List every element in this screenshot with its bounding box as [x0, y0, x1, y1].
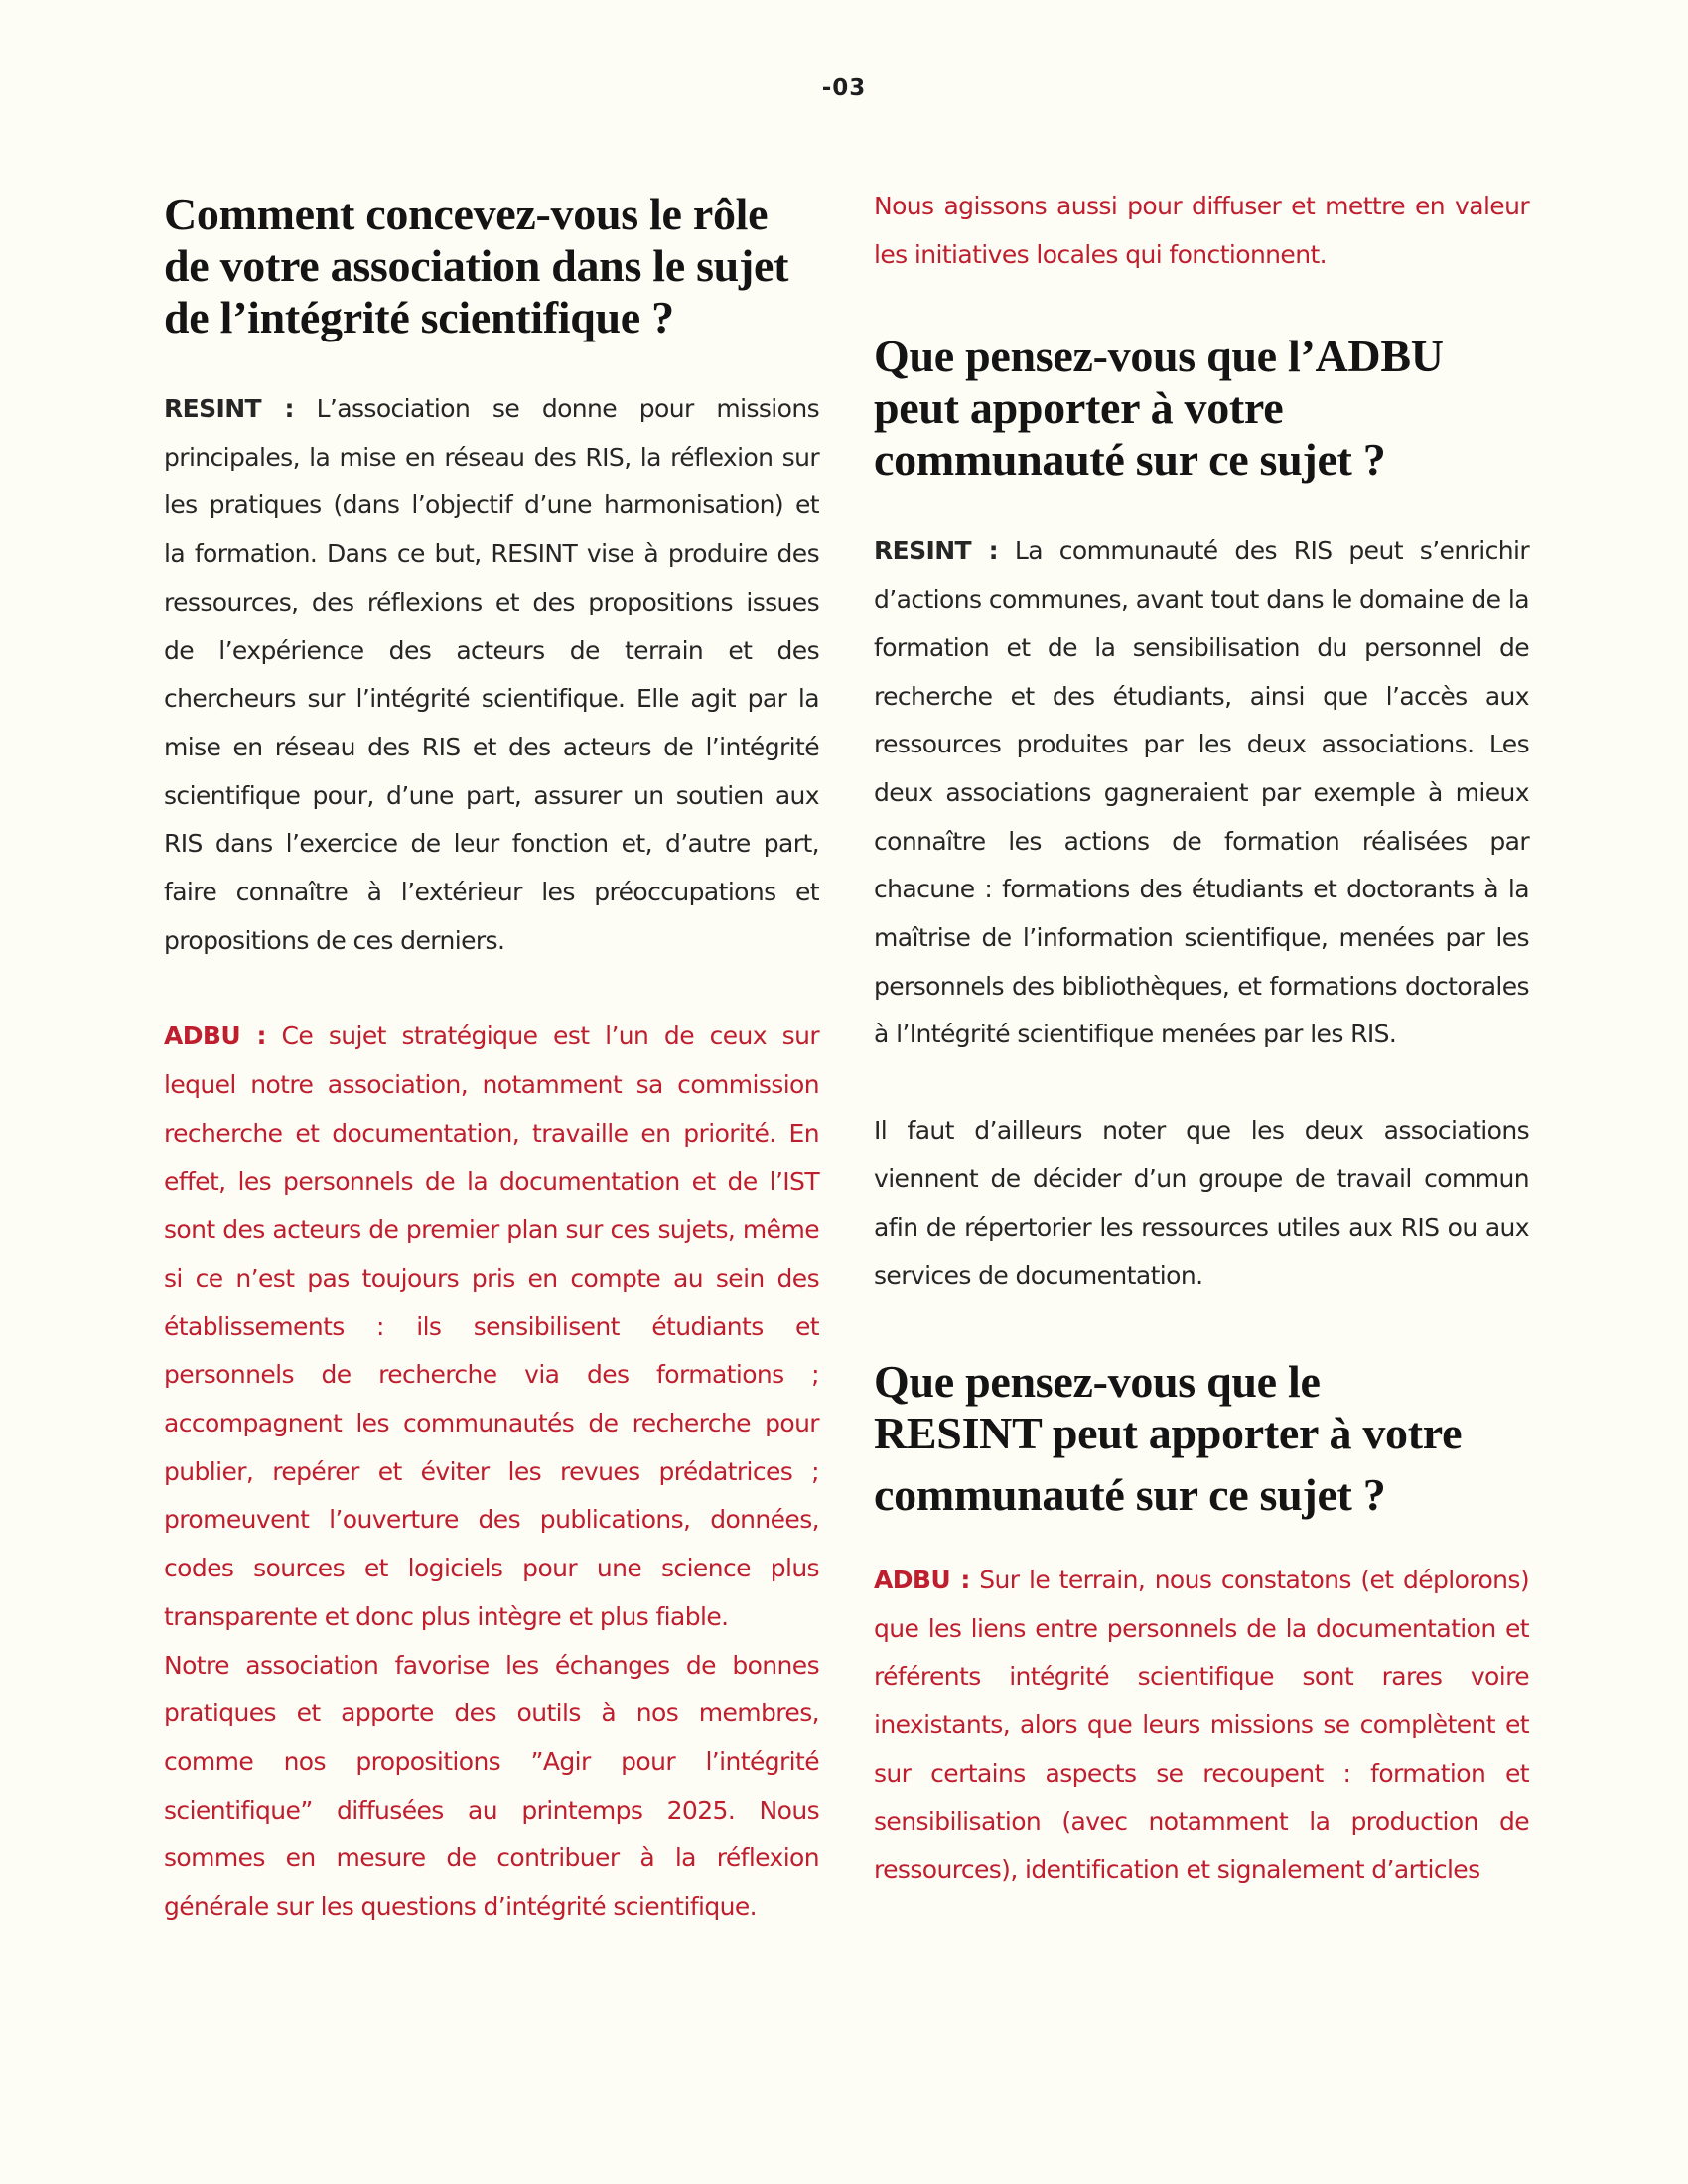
resint-answer-adbu-contribution [874, 527, 1529, 1059]
question-heading-adbu-contribution: Que pensez-vous que l’ADBU peut apporter à votre communauté sur ce sujet ? [874, 331, 1444, 485]
adbu-answer-resint-contribution [874, 1557, 1529, 1895]
speaker-label-resint: RESINT : [164, 394, 294, 423]
speaker-label-resint: RESINT : [874, 536, 999, 566]
speaker-label-adbu: ADBU : [874, 1565, 970, 1594]
right-column [874, 189, 1529, 1895]
answer-text: L’association se donne pour missions principales, la mise en réseau des RIS, la réflexion sur les pratiques (dans l’objectif d’une harmonisation) et la formation. Dans ce but, RESINT vise à produire des ressources, des réflexions et des propositions issues de l’expérience des acteurs de terrain et des chercheurs sur l’intégrité scientifique. Elle agit par la mise en réseau des RIS et des acteurs de l’intégrité scientifique pour, d’une part, assurer un soutien aux RIS dans l’exercice de leur fonction et, d’autre part, faire connaître à l’extérieur les préoccupations et propositions de ces derniers. [164, 394, 819, 955]
answer-text: Sur le terrain, nous constatons (et déplorons) que les liens entre personnels de la documentation et référents intégrité scientifique sont rares voire inexistants, alors que leurs missions se complètent et sur certains aspects se recoupent : formation et sensibilisation (avec notamment la production de ressources), identification et signalement d’articles [874, 1565, 1529, 1885]
answer-text: La communauté des RIS peut s’enrichir d’actions communes, avant tout dans le domaine de la formation et de la sensibilisation du personnel de recherche et des étudiants, ainsi que l’accès aux ressources produites par les deux associations. Les deux associations gagneraient par exemple à mieux connaître les actions de formation réalisées par chacune : formations des étudiants et doctorants à la maîtrise de l’information scientifique, menées par les personnels des bibliothèques, et formations doctorales à l’Intégrité scientifique menées par les RIS. [874, 536, 1529, 1049]
page-number: -03 [821, 75, 867, 101]
heading-line: RESINT peut apporter à votre [874, 1407, 1463, 1458]
speaker-label-adbu: ADBU : [164, 1022, 266, 1051]
adbu-answer-role-continued: Notre association favorise les échanges de bonnes pratiques et apporte des outils à nos membres, comme nos propositions ”Agir pour l’intégrité scientifique” diffusées au printemps 2025. Nous sommes en mesure de contribuer à la réflexion générale sur les questions d’intégrité scientifique. [164, 1650, 819, 1922]
adbu-answer-continued: Nous agissons aussi pour diffuser et mettre en valeur les initiatives locales qui fonctionnent. [874, 192, 1529, 269]
resint-answer-adbu-contribution-continued: Il faut d’ailleurs noter que les deux associations viennent de décider d’un groupe de travail commun afin de répertorier les ressources utiles aux RIS ou aux services de documentation. [874, 1116, 1529, 1291]
left-column [164, 189, 819, 1932]
question-heading-resint-contribution [874, 1356, 1529, 1521]
adbu-answer-role [164, 1013, 819, 1641]
answer-text: Ce sujet stratégique est l’un de ceux sur lequel notre association, notamment sa commission recherche et documentation, travaille en priorité. En effet, les personnels de la documentation et de l’IST sont des acteurs de premier plan sur ces sujets, même si ce n’est pas toujours pris en compte au sein des établissements : ils sensibilisent étudiants et personnels de recherche via des formations ; accompagnent les communautés de recherche pour publier, repérer et éviter les revues prédatrices ; promeuvent l’ouverture des publications, données, codes sources et logiciels pour une science plus transparente et donc plus intègre et plus fiable. [164, 1022, 819, 1631]
heading-line: communauté sur ce sujet ? [874, 1468, 1386, 1520]
resint-answer-role [164, 385, 819, 965]
question-heading-role: Comment concevez-vous le rôle de votre association dans le sujet de l’intégrité scientifique ? [164, 189, 789, 342]
heading-line: Que pensez-vous que le [874, 1355, 1321, 1407]
